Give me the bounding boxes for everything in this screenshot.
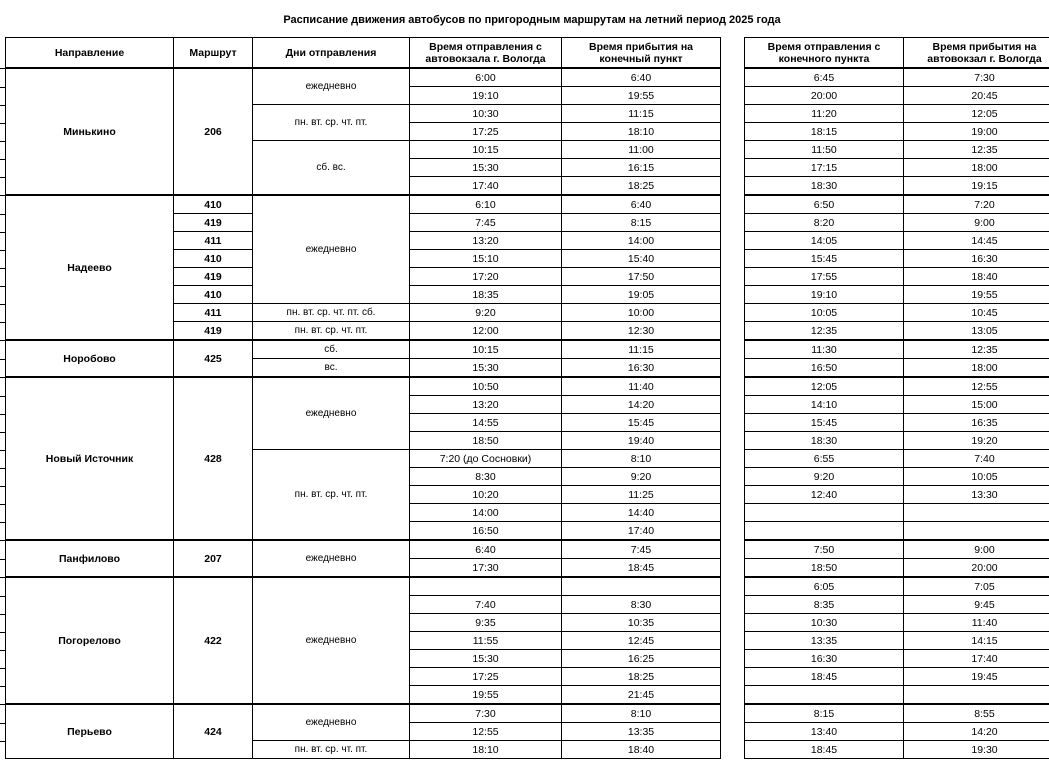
direction-cell: Норобово: [6, 340, 174, 377]
column-gap: [721, 396, 745, 414]
dep-terminal-cell: 6:05: [745, 577, 904, 596]
column-gap: [721, 741, 745, 759]
dep-terminal-cell: 6:45: [745, 68, 904, 87]
header-arr-terminal: Время прибытия на конечный пункт: [562, 38, 721, 69]
arr-terminal-cell: 21:45: [562, 686, 721, 705]
arr-vologda-cell: 19:15: [904, 177, 1049, 196]
column-gap: [721, 340, 745, 359]
column-gap: [721, 596, 745, 614]
arr-terminal-cell: 7:45: [562, 540, 721, 559]
arr-vologda-cell: 19:00: [904, 123, 1049, 141]
dep-terminal-cell: [745, 504, 904, 522]
dep-vologda-cell: 18:35: [410, 286, 562, 304]
dep-terminal-cell: 11:30: [745, 340, 904, 359]
route-cell: 425: [174, 340, 253, 377]
dep-terminal-cell: 10:30: [745, 614, 904, 632]
dep-terminal-cell: 17:15: [745, 159, 904, 177]
column-gap: [721, 414, 745, 432]
dep-vologda-cell: 17:30: [410, 559, 562, 578]
arr-vologda-cell: 14:45: [904, 232, 1049, 250]
dep-vologda-cell: 14:55: [410, 414, 562, 432]
arr-terminal-cell: 18:45: [562, 559, 721, 578]
dep-terminal-cell: 18:30: [745, 432, 904, 450]
dep-vologda-cell: [410, 577, 562, 596]
arr-vologda-cell: 8:55: [904, 704, 1049, 723]
arr-terminal-cell: 16:15: [562, 159, 721, 177]
header-days: Дни отправления: [253, 38, 410, 69]
direction-cell: Перьево: [6, 704, 174, 759]
dep-vologda-cell: 15:30: [410, 159, 562, 177]
arr-vologda-cell: [904, 686, 1049, 705]
days-cell: ежедневно: [253, 577, 410, 704]
arr-vologda-cell: 13:30: [904, 486, 1049, 504]
dep-terminal-cell: 17:55: [745, 268, 904, 286]
arr-terminal-cell: 14:40: [562, 504, 721, 522]
dep-terminal-cell: [745, 522, 904, 541]
arr-vologda-cell: 7:05: [904, 577, 1049, 596]
header-dep-terminal: Время отправления с конечного пункта: [745, 38, 904, 69]
route-cell: 206: [174, 68, 253, 195]
arr-vologda-cell: 15:00: [904, 396, 1049, 414]
arr-terminal-cell: 10:35: [562, 614, 721, 632]
days-cell: ежедневно: [253, 68, 410, 105]
column-gap: [721, 686, 745, 705]
arr-terminal-cell: 19:40: [562, 432, 721, 450]
days-cell: пн. вт. ср. чт. пт. сб.: [253, 304, 410, 322]
arr-terminal-cell: 10:00: [562, 304, 721, 322]
dep-vologda-cell: 6:40: [410, 540, 562, 559]
dep-terminal-cell: 11:50: [745, 141, 904, 159]
column-gap: [721, 38, 745, 69]
header-row: [6, 38, 1049, 69]
column-gap: [721, 268, 745, 286]
dep-terminal-cell: 8:35: [745, 596, 904, 614]
arr-vologda-cell: 12:05: [904, 105, 1049, 123]
arr-terminal-cell: 11:15: [562, 340, 721, 359]
dep-vologda-cell: 6:00: [410, 68, 562, 87]
days-cell: ежедневно: [253, 377, 410, 450]
column-gap: [721, 286, 745, 304]
column-gap: [721, 504, 745, 522]
arr-terminal-cell: 19:05: [562, 286, 721, 304]
arr-vologda-cell: 7:20: [904, 195, 1049, 214]
dep-terminal-cell: 8:20: [745, 214, 904, 232]
days-cell: сб. вс.: [253, 141, 410, 196]
arr-terminal-cell: 15:40: [562, 250, 721, 268]
arr-terminal-cell: 13:35: [562, 723, 721, 741]
column-gap: [721, 522, 745, 541]
dep-terminal-cell: 13:35: [745, 632, 904, 650]
arr-vologda-cell: 7:30: [904, 68, 1049, 87]
arr-terminal-cell: 6:40: [562, 195, 721, 214]
arr-terminal-cell: 11:00: [562, 141, 721, 159]
route-cell: 428: [174, 377, 253, 540]
dep-vologda-cell: 19:10: [410, 87, 562, 105]
route-cell: 410: [174, 250, 253, 268]
column-gap: [721, 723, 745, 741]
route-cell: 419: [174, 268, 253, 286]
dep-vologda-cell: 17:40: [410, 177, 562, 196]
arr-vologda-cell: 11:40: [904, 614, 1049, 632]
arr-vologda-cell: 17:40: [904, 650, 1049, 668]
arr-terminal-cell: 14:20: [562, 396, 721, 414]
arr-vologda-cell: 20:45: [904, 87, 1049, 105]
dep-vologda-cell: 7:40: [410, 596, 562, 614]
days-cell: вс.: [253, 359, 410, 378]
arr-terminal-cell: 8:10: [562, 450, 721, 468]
arr-vologda-cell: [904, 522, 1049, 541]
column-gap: [721, 195, 745, 214]
column-gap: [721, 304, 745, 322]
dep-terminal-cell: 11:20: [745, 105, 904, 123]
arr-vologda-cell: 18:00: [904, 359, 1049, 378]
dep-terminal-cell: 14:05: [745, 232, 904, 250]
arr-terminal-cell: 11:25: [562, 486, 721, 504]
arr-vologda-cell: 12:35: [904, 340, 1049, 359]
arr-terminal-cell: 11:40: [562, 377, 721, 396]
dep-terminal-cell: 9:20: [745, 468, 904, 486]
arr-vologda-cell: 18:40: [904, 268, 1049, 286]
route-cell: 419: [174, 322, 253, 341]
dep-vologda-cell: 7:30: [410, 704, 562, 723]
dep-vologda-cell: 12:55: [410, 723, 562, 741]
dep-terminal-cell: 12:40: [745, 486, 904, 504]
arr-vologda-cell: 14:20: [904, 723, 1049, 741]
dep-vologda-cell: 17:25: [410, 668, 562, 686]
route-cell: 411: [174, 304, 253, 322]
column-gap: [721, 468, 745, 486]
column-gap: [721, 322, 745, 341]
column-gap: [721, 668, 745, 686]
dep-vologda-cell: 18:50: [410, 432, 562, 450]
days-cell: ежедневно: [253, 540, 410, 577]
dep-vologda-cell: 15:30: [410, 359, 562, 378]
route-cell: 207: [174, 540, 253, 577]
dep-vologda-cell: 6:10: [410, 195, 562, 214]
column-gap: [721, 540, 745, 559]
arr-vologda-cell: 12:35: [904, 141, 1049, 159]
arr-vologda-cell: 19:30: [904, 741, 1049, 759]
dep-terminal-cell: 18:30: [745, 177, 904, 196]
arr-vologda-cell: 20:00: [904, 559, 1049, 578]
dep-vologda-cell: 11:55: [410, 632, 562, 650]
arr-terminal-cell: 8:10: [562, 704, 721, 723]
column-gap: [721, 432, 745, 450]
dep-vologda-cell: 15:10: [410, 250, 562, 268]
arr-terminal-cell: 8:30: [562, 596, 721, 614]
arr-terminal-cell: 18:25: [562, 668, 721, 686]
arr-terminal-cell: 18:25: [562, 177, 721, 196]
column-gap: [721, 450, 745, 468]
route-cell: 424: [174, 704, 253, 759]
arr-terminal-cell: 18:40: [562, 741, 721, 759]
dep-vologda-cell: 10:15: [410, 340, 562, 359]
arr-vologda-cell: 16:30: [904, 250, 1049, 268]
column-gap: [721, 105, 745, 123]
table-row: [6, 540, 1049, 559]
route-cell: 422: [174, 577, 253, 704]
dep-terminal-cell: 15:45: [745, 414, 904, 432]
dep-terminal-cell: 6:50: [745, 195, 904, 214]
column-gap: [721, 159, 745, 177]
dep-vologda-cell: 7:20 (до Сосновки): [410, 450, 562, 468]
dep-vologda-cell: 12:00: [410, 322, 562, 341]
arr-vologda-cell: 12:55: [904, 377, 1049, 396]
route-cell: 411: [174, 232, 253, 250]
arr-terminal-cell: 18:10: [562, 123, 721, 141]
dep-terminal-cell: 15:45: [745, 250, 904, 268]
table-row: [6, 377, 1049, 396]
days-cell: сб.: [253, 340, 410, 359]
arr-terminal-cell: 15:45: [562, 414, 721, 432]
column-gap: [721, 232, 745, 250]
dep-vologda-cell: 7:45: [410, 214, 562, 232]
days-cell: ежедневно: [253, 704, 410, 741]
arr-vologda-cell: 9:00: [904, 214, 1049, 232]
dep-vologda-cell: 8:30: [410, 468, 562, 486]
column-gap: [721, 486, 745, 504]
dep-terminal-cell: 18:15: [745, 123, 904, 141]
arr-vologda-cell: 19:20: [904, 432, 1049, 450]
dep-terminal-cell: 18:45: [745, 741, 904, 759]
header-dep-vologda: Время отправления с автовокзала г. Вологда: [410, 38, 562, 69]
column-gap: [721, 704, 745, 723]
route-cell: 419: [174, 214, 253, 232]
arr-terminal-cell: 11:15: [562, 105, 721, 123]
arr-vologda-cell: 14:15: [904, 632, 1049, 650]
direction-cell: Новый Источник: [6, 377, 174, 540]
route-cell: 410: [174, 286, 253, 304]
dep-vologda-cell: 19:55: [410, 686, 562, 705]
dep-vologda-cell: 10:15: [410, 141, 562, 159]
arr-vologda-cell: 10:05: [904, 468, 1049, 486]
arr-terminal-cell: 12:30: [562, 322, 721, 341]
direction-cell: Панфилово: [6, 540, 174, 577]
schedule-table: [5, 37, 1049, 759]
arr-terminal-cell: 19:55: [562, 87, 721, 105]
dep-vologda-cell: 10:30: [410, 105, 562, 123]
dep-vologda-cell: 14:00: [410, 504, 562, 522]
column-gap: [721, 141, 745, 159]
schedule-body: [6, 68, 1049, 759]
dep-terminal-cell: [745, 686, 904, 705]
table-row: [6, 68, 1049, 87]
dep-vologda-cell: 13:20: [410, 396, 562, 414]
column-gap: [721, 359, 745, 378]
header-direction: Направление: [6, 38, 174, 69]
arr-terminal-cell: 17:50: [562, 268, 721, 286]
days-cell: пн. вт. ср. чт. пт.: [253, 741, 410, 759]
column-gap: [721, 650, 745, 668]
table-row: [6, 195, 1049, 214]
header-arr-vologda: Время прибытия на автовокзал г. Вологда: [904, 38, 1049, 69]
days-cell: ежедневно: [253, 195, 410, 304]
dep-vologda-cell: 13:20: [410, 232, 562, 250]
arr-terminal-cell: 16:25: [562, 650, 721, 668]
column-gap: [721, 377, 745, 396]
table-row: [6, 704, 1049, 723]
arr-terminal-cell: 8:15: [562, 214, 721, 232]
dep-terminal-cell: 8:15: [745, 704, 904, 723]
dep-vologda-cell: 17:20: [410, 268, 562, 286]
header-route: Маршрут: [174, 38, 253, 69]
dep-terminal-cell: 18:50: [745, 559, 904, 578]
arr-terminal-cell: 17:40: [562, 522, 721, 541]
dep-vologda-cell: 10:20: [410, 486, 562, 504]
dep-vologda-cell: 15:30: [410, 650, 562, 668]
arr-vologda-cell: 16:35: [904, 414, 1049, 432]
days-cell: пн. вт. ср. чт. пт.: [253, 105, 410, 141]
days-cell: пн. вт. ср. чт. пт.: [253, 450, 410, 541]
arr-vologda-cell: 19:45: [904, 668, 1049, 686]
column-gap: [721, 632, 745, 650]
arr-terminal-cell: 6:40: [562, 68, 721, 87]
direction-cell: Надеево: [6, 195, 174, 340]
dep-terminal-cell: 20:00: [745, 87, 904, 105]
page-title: Расписание движения автобусов по пригородным маршрутам на летний период 2025 года: [283, 14, 781, 26]
dep-vologda-cell: 18:10: [410, 741, 562, 759]
dep-terminal-cell: 16:50: [745, 359, 904, 378]
arr-terminal-cell: 14:00: [562, 232, 721, 250]
arr-terminal-cell: [562, 577, 721, 596]
arr-terminal-cell: 12:45: [562, 632, 721, 650]
dep-terminal-cell: 7:50: [745, 540, 904, 559]
column-gap: [721, 614, 745, 632]
arr-vologda-cell: 7:40: [904, 450, 1049, 468]
dep-vologda-cell: 9:35: [410, 614, 562, 632]
column-gap: [721, 250, 745, 268]
arr-terminal-cell: 9:20: [562, 468, 721, 486]
dep-terminal-cell: 18:45: [745, 668, 904, 686]
dep-terminal-cell: 10:05: [745, 304, 904, 322]
dep-vologda-cell: 9:20: [410, 304, 562, 322]
dep-terminal-cell: 16:30: [745, 650, 904, 668]
column-gap: [721, 177, 745, 196]
column-gap: [721, 68, 745, 87]
arr-vologda-cell: 19:55: [904, 286, 1049, 304]
dep-terminal-cell: 12:35: [745, 322, 904, 341]
table-row: [6, 577, 1049, 596]
table-row: [6, 340, 1049, 359]
dep-terminal-cell: 14:10: [745, 396, 904, 414]
column-gap: [721, 214, 745, 232]
dep-vologda-cell: 17:25: [410, 123, 562, 141]
arr-vologda-cell: [904, 504, 1049, 522]
arr-vologda-cell: 9:00: [904, 540, 1049, 559]
arr-terminal-cell: 16:30: [562, 359, 721, 378]
arr-vologda-cell: 10:45: [904, 304, 1049, 322]
dep-vologda-cell: 16:50: [410, 522, 562, 541]
direction-cell: Погорелово: [6, 577, 174, 704]
dep-terminal-cell: 12:05: [745, 377, 904, 396]
dep-terminal-cell: 13:40: [745, 723, 904, 741]
dep-terminal-cell: 6:55: [745, 450, 904, 468]
route-cell: 410: [174, 195, 253, 214]
arr-vologda-cell: 18:00: [904, 159, 1049, 177]
column-gap: [721, 559, 745, 578]
column-gap: [721, 123, 745, 141]
column-gap: [721, 577, 745, 596]
column-gap: [721, 87, 745, 105]
days-cell: пн. вт. ср. чт. пт.: [253, 322, 410, 341]
direction-cell: Минькино: [6, 68, 174, 195]
arr-vologda-cell: 13:05: [904, 322, 1049, 341]
dep-terminal-cell: 19:10: [745, 286, 904, 304]
arr-vologda-cell: 9:45: [904, 596, 1049, 614]
dep-vologda-cell: 10:50: [410, 377, 562, 396]
